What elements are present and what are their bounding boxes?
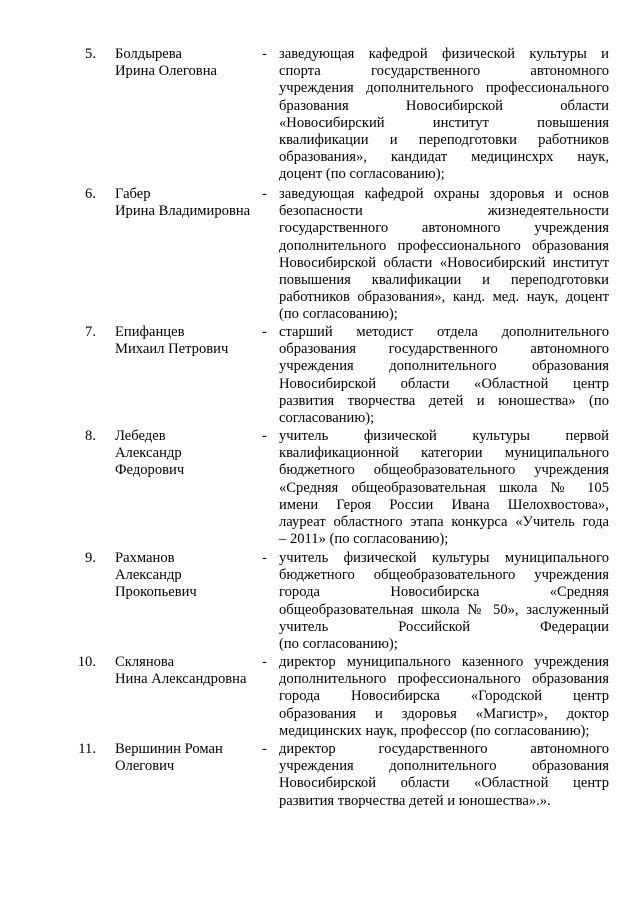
dash-separator: - (262, 654, 267, 670)
entry-number: 6. (85, 186, 96, 202)
position-description: старший методист отдела дополнительного образования государственного автономного учреждения дополнительного образования Новосибирской области «Областной центр развития творчества детей и юношества» (по согласованию); (279, 324, 609, 427)
position-description: заведующая кафедрой физической культуры и спорта государственного автономного учреждения дополнительного профессионального бразования Новосибирской области «Новосибирский институт повышения квалификации и переподготовки работников образования», кандидат медицинсхрх наук, доцент (по согласованию); (279, 46, 609, 183)
position-description: учитель физической культуры муниципального бюджетного общеобразовательного учреждения города Новосибирска «Средняя общеобразовательная школа № 50», заслуженный учитель Российской Федерации (по согласованию); (279, 550, 609, 653)
position-description: директор государственного автономного учреждения дополнительного образования Новосибирской области «Областной центр развития творчества детей и юношества».». (279, 741, 609, 809)
entry-number: 7. (85, 324, 96, 340)
position-description: заведующая кафедрой охраны здоровья и основ безопасности жизнедеятельности государственного автономного учреждения дополнительного профессионального образования Новосибирской области «Новосибирский институт повышения квалификации и переподготовки работников образования», канд. мед. наук, доцент (по согласованию); (279, 186, 609, 323)
dash-separator: - (262, 428, 267, 444)
dash-separator: - (262, 324, 267, 340)
person-name: Склянова Нина Александровна (115, 654, 247, 688)
dash-separator: - (262, 186, 267, 202)
entry-number: 5. (85, 46, 96, 62)
dash-separator: - (262, 741, 267, 757)
position-description: учитель физической культуры первой квалификационной категории муниципального бюджетного общеобразовательного учреждения «Средняя общеобразовательная школа № 105 имени Героя России Ивана Шелохвостова», лауреат областного этапа конкурса «Учитель года – 2011» (по согласованию); (279, 428, 609, 548)
person-name: Вершинин Роман Олегович (115, 741, 223, 775)
person-name: Габер Ирина Владимировна (115, 186, 251, 220)
dash-separator: - (262, 46, 267, 62)
position-description: директор муниципального казенного учреждения дополнительного профессионального образования города Новосибирска «Городской центр образования и здоровья «Магистр», доктор медицинских наук, профессор (по согласованию); (279, 654, 609, 739)
dash-separator: - (262, 550, 267, 566)
entry-number: 8. (85, 428, 96, 444)
person-name: Лебедев Александр Федорович (115, 428, 185, 479)
entry-number: 9. (85, 550, 96, 566)
person-name: Болдырева Ирина Олеговна (115, 46, 217, 80)
person-name: Епифанцев Михаил Петрович (115, 324, 229, 358)
entry-number: 10. (77, 654, 96, 670)
entry-number: 11. (78, 741, 96, 757)
person-name: Рахманов Александр Прокопьевич (115, 550, 197, 601)
